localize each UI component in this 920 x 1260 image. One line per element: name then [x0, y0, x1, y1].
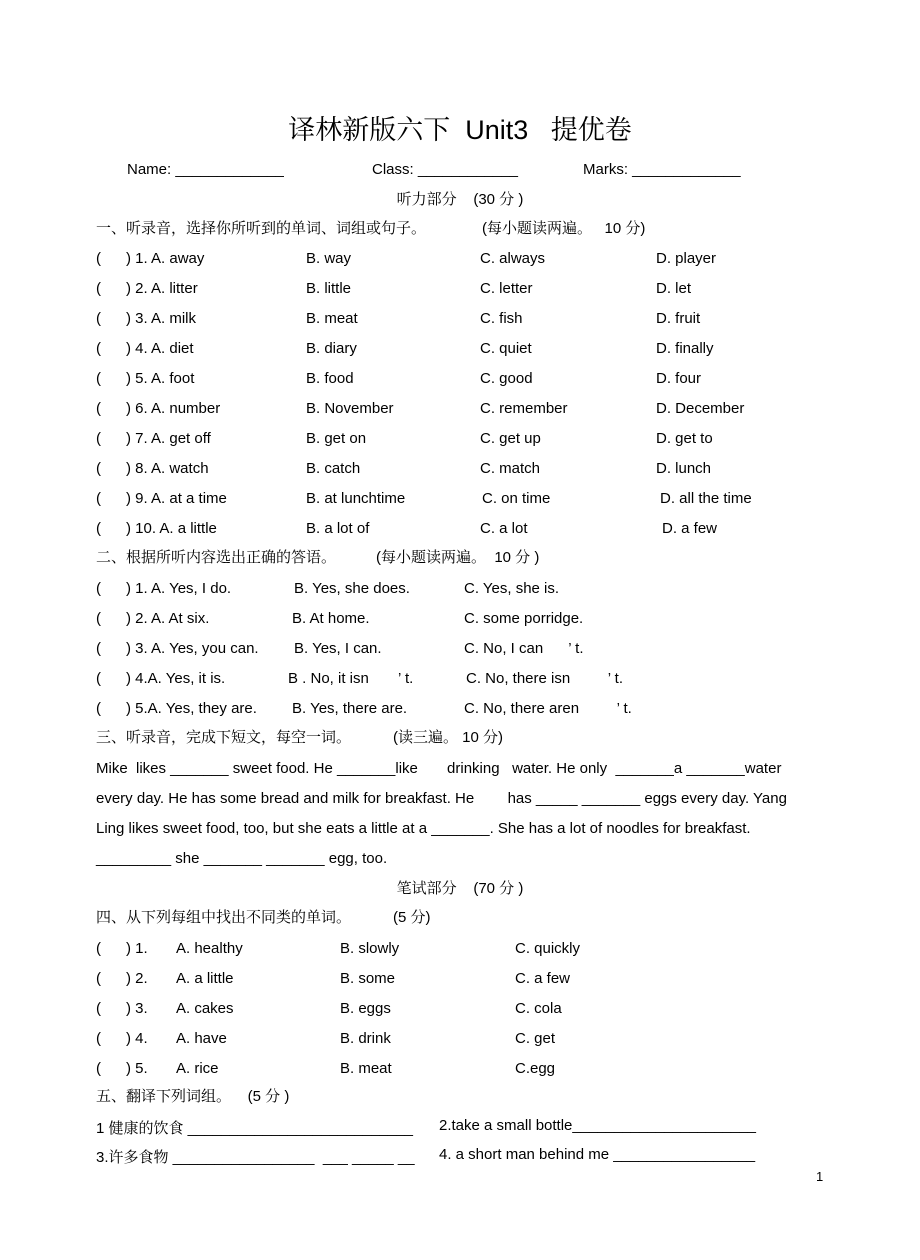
option-b: B. some: [340, 970, 396, 987]
option-b: B. At home.: [292, 610, 370, 627]
option-c: C. get up: [480, 430, 541, 447]
option-a: A. have: [176, 1030, 227, 1047]
option-b: B. catch: [306, 460, 361, 477]
option-b: B. slowly: [340, 940, 400, 957]
option-b: B. drink: [340, 1030, 391, 1047]
option-c: C. letter: [480, 280, 533, 297]
passage-line: Ling likes sweet food, too, but she eats a little at a _______. She has a lot of noodles for breakfast.: [96, 820, 751, 837]
option-a: ( ) 1. A. Yes, I do.: [96, 580, 232, 597]
option-c: C. No, there isn ’ t.: [466, 670, 623, 687]
option-b: B. eggs: [340, 1000, 391, 1017]
option-a: A. healthy: [176, 940, 243, 957]
option-num: ( ) 1.: [96, 940, 148, 957]
option-c: C. good: [480, 370, 533, 387]
option-b: B. food: [306, 370, 354, 387]
class-field: Class: ____________: [372, 161, 518, 178]
option-num: ( ) 5. A. foot: [96, 370, 195, 387]
option-num: ( ) 7. A. get off: [96, 430, 211, 447]
passage-line: every day. He has some bread and milk for breakfast. He has _____ _______ eggs every day. Yang: [96, 790, 787, 807]
option-d: D. player: [656, 250, 717, 267]
option-b: B. Yes, I can.: [294, 640, 382, 657]
option-c: C. remember: [480, 400, 568, 417]
part3-heading: 三、听录音，完成下短文，每空一词。: [96, 729, 352, 746]
option-c: C.egg: [515, 1060, 556, 1077]
option-a: ( ) 5.A. Yes, they are.: [96, 700, 257, 717]
option-num: ( ) 8. A. watch: [96, 460, 209, 477]
option-num: ( ) 1. A. away: [96, 250, 205, 267]
option-num: ( ) 9. A. at a time: [96, 490, 227, 507]
listening-heading: 听力部分 (30 分 ): [396, 191, 524, 208]
option-num: ( ) 3.: [96, 1000, 148, 1017]
option-d: D. finally: [656, 340, 714, 357]
option-num: ( ) 3. A. milk: [96, 310, 197, 327]
part2-heading: 二、根据所听内容选出正确的答语。: [96, 549, 337, 566]
option-c: C. match: [480, 460, 541, 477]
option-b: B. Yes, there are.: [292, 700, 408, 717]
option-a: A. a little: [176, 970, 234, 987]
option-a: A. rice: [176, 1060, 219, 1077]
option-c: C. fish: [480, 310, 523, 327]
option-num: ( ) 2.: [96, 970, 148, 987]
writing-heading: 笔试部分 (70 分 ): [396, 880, 524, 897]
name-field: Name: _____________: [127, 161, 284, 178]
translation-item: 2.take a small bottle______________________: [439, 1117, 756, 1134]
page-number: 1: [816, 1169, 824, 1184]
option-b: B. a lot of: [306, 520, 370, 537]
option-c: C. No, I can ’ t.: [464, 640, 584, 657]
option-num: ( ) 4. A. diet: [96, 340, 194, 357]
option-c: C. quiet: [480, 340, 532, 357]
part1-note: (每小题读两遍。 10 分): [482, 220, 646, 237]
option-d: D. December: [656, 400, 745, 417]
option-c: C. No, there aren ’ t.: [464, 700, 632, 717]
option-c: C. always: [480, 250, 546, 267]
translation-item: 1 健康的饮食 ___________________________: [96, 1120, 413, 1137]
option-b: B. November: [306, 400, 394, 417]
option-num: ( ) 2. A. litter: [96, 280, 198, 297]
part3-note: (读三遍。 10 分): [393, 729, 504, 746]
part1-heading: 一、听录音，选择你所听到的单词、词组或句子。: [96, 220, 427, 237]
option-d: D. a few: [662, 520, 718, 537]
option-c: C. cola: [515, 1000, 562, 1017]
option-c: C. a few: [515, 970, 571, 987]
translation-item: 3.许多食物 _________________ ___ _____ __: [96, 1149, 415, 1166]
option-c: C. get: [515, 1030, 556, 1047]
option-d: D. fruit: [656, 310, 701, 327]
option-a: ( ) 4.A. Yes, it is.: [96, 670, 226, 687]
part5-heading: 五、翻译下列词组。 (5 分 ): [96, 1088, 290, 1105]
option-num: ( ) 5.: [96, 1060, 148, 1077]
option-b: B . No, it isn ’ t.: [288, 670, 414, 687]
option-a: ( ) 3. A. Yes, you can.: [96, 640, 259, 657]
option-c: C. on time: [482, 490, 551, 507]
option-num: ( ) 10. A. a little: [96, 520, 217, 537]
option-b: B. little: [306, 280, 352, 297]
option-c: C. Yes, she is.: [464, 580, 560, 597]
marks-field: Marks: _____________: [583, 161, 741, 178]
option-d: D. let: [656, 280, 692, 297]
option-d: D. all the time: [660, 490, 752, 507]
option-b: B. way: [306, 250, 352, 267]
option-b: B. at lunchtime: [306, 490, 406, 507]
option-c: C. some porridge.: [464, 610, 584, 627]
translation-item: 4. a short man behind me _________________: [439, 1146, 756, 1163]
option-b: B. get on: [306, 430, 367, 447]
option-c: C. a lot: [480, 520, 528, 537]
option-num: ( ) 4.: [96, 1030, 148, 1047]
option-b: B. diary: [306, 340, 357, 357]
option-a: ( ) 2. A. At six.: [96, 610, 210, 627]
option-d: D. lunch: [656, 460, 712, 477]
part4-note: (5 分): [393, 909, 431, 926]
option-c: C. quickly: [515, 940, 581, 957]
passage-line: _________ she _______ _______ egg, too.: [96, 850, 388, 867]
option-b: B. meat: [340, 1060, 392, 1077]
option-num: ( ) 6. A. number: [96, 400, 221, 417]
option-d: D. get to: [656, 430, 713, 447]
passage-line: Mike likes _______ sweet food. He _______like drinking water. He only _______a _______water: [96, 760, 782, 777]
option-d: D. four: [656, 370, 702, 387]
part2-note: (每小题读两遍。 10 分 ): [376, 549, 540, 566]
option-b: B. meat: [306, 310, 358, 327]
part4-heading: 四、从下列每组中找出不同类的单词。: [96, 909, 352, 926]
option-a: A. cakes: [176, 1000, 234, 1017]
page-title: 译林新版六下 Unit3 提优卷: [288, 115, 632, 145]
option-b: B. Yes, she does.: [294, 580, 410, 597]
